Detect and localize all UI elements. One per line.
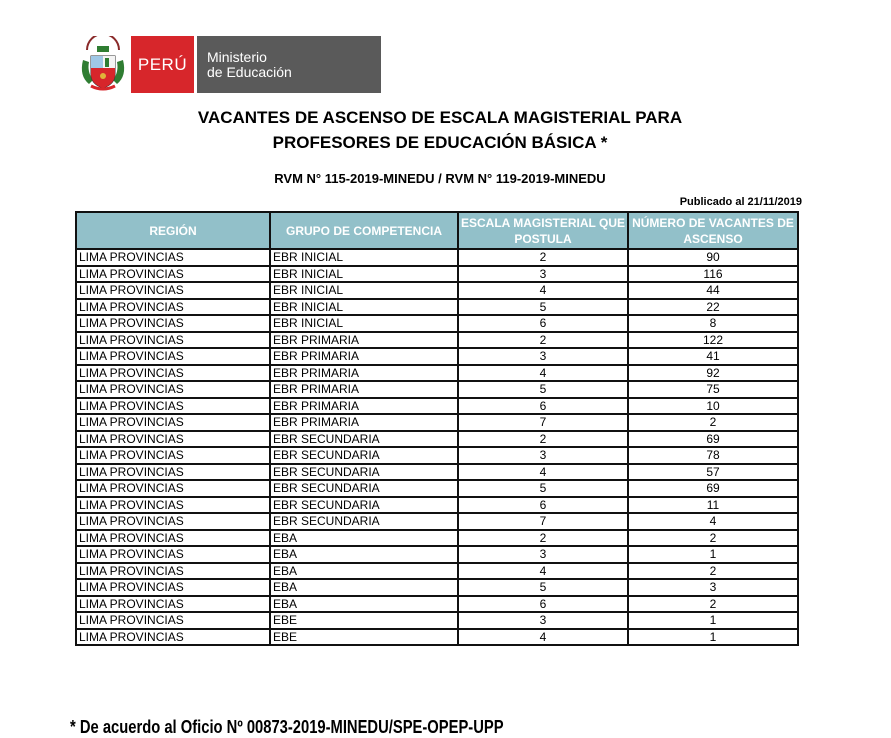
table-row bbox=[76, 414, 798, 431]
cell-vacancies: 44 bbox=[628, 282, 798, 299]
cell-region: LIMA PROVINCIAS bbox=[76, 480, 270, 497]
cell-region: LIMA PROVINCIAS bbox=[76, 530, 270, 547]
cell-vacancies: 41 bbox=[628, 348, 798, 365]
cell-region: LIMA PROVINCIAS bbox=[76, 365, 270, 382]
cell-competency-group: EBR PRIMARIA bbox=[270, 365, 458, 382]
cell-scale: 6 bbox=[458, 398, 628, 415]
cell-scale: 4 bbox=[458, 365, 628, 382]
document-title-line1: VACANTES DE ASCENSO DE ESCALA MAGISTERIAL PARA bbox=[197, 108, 683, 127]
cell-scale: 6 bbox=[458, 596, 628, 613]
cell-scale: 2 bbox=[458, 431, 628, 448]
cell-scale: 6 bbox=[458, 497, 628, 514]
cell-region: LIMA PROVINCIAS bbox=[76, 398, 270, 415]
cell-competency-group: EBR PRIMARIA bbox=[270, 398, 458, 415]
cell-region: LIMA PROVINCIAS bbox=[76, 612, 270, 629]
brand-ministry-line1: Ministerio bbox=[207, 48, 267, 65]
cell-scale: 3 bbox=[458, 447, 628, 464]
cell-region: LIMA PROVINCIAS bbox=[76, 513, 270, 530]
cell-competency-group: EBR PRIMARIA bbox=[270, 332, 458, 349]
cell-region: LIMA PROVINCIAS bbox=[76, 629, 270, 646]
cell-vacancies: 57 bbox=[628, 464, 798, 481]
cell-region: LIMA PROVINCIAS bbox=[76, 249, 270, 266]
cell-region: LIMA PROVINCIAS bbox=[76, 579, 270, 596]
cell-region: LIMA PROVINCIAS bbox=[76, 282, 270, 299]
table-row bbox=[76, 579, 798, 596]
cell-competency-group: EBR INICIAL bbox=[270, 282, 458, 299]
table-row bbox=[76, 497, 798, 514]
cell-region: LIMA PROVINCIAS bbox=[76, 299, 270, 316]
cell-vacancies: 69 bbox=[628, 480, 798, 497]
cell-vacancies: 2 bbox=[628, 563, 798, 580]
cell-vacancies: 1 bbox=[628, 612, 798, 629]
table-row bbox=[76, 315, 798, 332]
cell-competency-group: EBA bbox=[270, 596, 458, 613]
cell-vacancies: 90 bbox=[628, 249, 798, 266]
cell-region: LIMA PROVINCIAS bbox=[76, 431, 270, 448]
cell-competency-group: EBE bbox=[270, 612, 458, 629]
cell-competency-group: EBR PRIMARIA bbox=[270, 414, 458, 431]
cell-scale: 6 bbox=[458, 315, 628, 332]
cell-vacancies: 78 bbox=[628, 447, 798, 464]
cell-vacancies: 10 bbox=[628, 398, 798, 415]
column-header-competency-group: GRUPO DE COMPETENCIA bbox=[270, 212, 458, 249]
cell-region: LIMA PROVINCIAS bbox=[76, 348, 270, 365]
cell-region: LIMA PROVINCIAS bbox=[76, 315, 270, 332]
cell-competency-group: EBR INICIAL bbox=[270, 249, 458, 266]
brand-ministry-line2: de Educación bbox=[207, 63, 292, 80]
cell-vacancies: 2 bbox=[628, 596, 798, 613]
table-row bbox=[76, 464, 798, 481]
cell-vacancies: 2 bbox=[628, 414, 798, 431]
table-row bbox=[76, 629, 798, 646]
cell-scale: 3 bbox=[458, 612, 628, 629]
cell-competency-group: EBE bbox=[270, 629, 458, 646]
table-row bbox=[76, 299, 798, 316]
cell-region: LIMA PROVINCIAS bbox=[76, 266, 270, 283]
cell-region: LIMA PROVINCIAS bbox=[76, 563, 270, 580]
cell-competency-group: EBR SECUNDARIA bbox=[270, 497, 458, 514]
table-row bbox=[76, 530, 798, 547]
cell-scale: 3 bbox=[458, 266, 628, 283]
table-row bbox=[76, 431, 798, 448]
table-row bbox=[76, 266, 798, 283]
cell-region: LIMA PROVINCIAS bbox=[76, 464, 270, 481]
peru-coat-of-arms-icon bbox=[77, 36, 129, 93]
cell-competency-group: EBR SECUNDARIA bbox=[270, 431, 458, 448]
table-body bbox=[76, 249, 798, 645]
cell-region: LIMA PROVINCIAS bbox=[76, 447, 270, 464]
table-row bbox=[76, 596, 798, 613]
cell-competency-group: EBR INICIAL bbox=[270, 315, 458, 332]
cell-scale: 7 bbox=[458, 414, 628, 431]
table-row bbox=[76, 365, 798, 382]
cell-scale: 5 bbox=[458, 480, 628, 497]
column-header-region: REGIÓN bbox=[76, 212, 270, 249]
cell-competency-group: EBA bbox=[270, 546, 458, 563]
cell-scale: 3 bbox=[458, 546, 628, 563]
cell-vacancies: 22 bbox=[628, 299, 798, 316]
cell-scale: 2 bbox=[458, 249, 628, 266]
cell-vacancies: 122 bbox=[628, 332, 798, 349]
table-row bbox=[76, 480, 798, 497]
column-header-vacancies: NÚMERO DE VACANTES DE ASCENSO bbox=[628, 212, 798, 249]
cell-vacancies: 1 bbox=[628, 629, 798, 646]
vacancies-table bbox=[75, 211, 799, 646]
table-row bbox=[76, 513, 798, 530]
cell-vacancies: 75 bbox=[628, 381, 798, 398]
cell-vacancies: 4 bbox=[628, 513, 798, 530]
cell-region: LIMA PROVINCIAS bbox=[76, 546, 270, 563]
document-title-line2: PROFESORES DE EDUCACIÓN BÁSICA * bbox=[272, 133, 608, 152]
brand-country-label: PERÚ bbox=[131, 36, 194, 93]
table-row bbox=[76, 447, 798, 464]
cell-scale: 4 bbox=[458, 629, 628, 646]
cell-competency-group: EBR SECUNDARIA bbox=[270, 513, 458, 530]
cell-region: LIMA PROVINCIAS bbox=[76, 332, 270, 349]
table-row bbox=[76, 563, 798, 580]
cell-scale: 5 bbox=[458, 299, 628, 316]
cell-scale: 5 bbox=[458, 381, 628, 398]
cell-competency-group: EBA bbox=[270, 530, 458, 547]
cell-vacancies: 8 bbox=[628, 315, 798, 332]
brand-ministry-label bbox=[197, 36, 381, 93]
cell-scale: 4 bbox=[458, 563, 628, 580]
cell-scale: 5 bbox=[458, 579, 628, 596]
cell-scale: 2 bbox=[458, 530, 628, 547]
table-row bbox=[76, 398, 798, 415]
cell-vacancies: 92 bbox=[628, 365, 798, 382]
cell-competency-group: EBR PRIMARIA bbox=[270, 381, 458, 398]
cell-vacancies: 116 bbox=[628, 266, 798, 283]
table-header-row bbox=[76, 212, 798, 249]
published-date: Publicado al 21/11/2019 bbox=[679, 196, 802, 208]
cell-competency-group: EBR INICIAL bbox=[270, 266, 458, 283]
cell-scale: 7 bbox=[458, 513, 628, 530]
cell-scale: 4 bbox=[458, 464, 628, 481]
cell-competency-group: EBR SECUNDARIA bbox=[270, 447, 458, 464]
cell-competency-group: EBR INICIAL bbox=[270, 299, 458, 316]
cell-vacancies: 11 bbox=[628, 497, 798, 514]
cell-vacancies: 2 bbox=[628, 530, 798, 547]
table-row bbox=[76, 282, 798, 299]
column-header-scale: ESCALA MAGISTERIAL QUE POSTULA bbox=[458, 212, 628, 249]
table-row bbox=[76, 348, 798, 365]
cell-vacancies: 3 bbox=[628, 579, 798, 596]
cell-vacancies: 69 bbox=[628, 431, 798, 448]
cell-region: LIMA PROVINCIAS bbox=[76, 497, 270, 514]
table-row bbox=[76, 332, 798, 349]
cell-competency-group: EBR SECUNDARIA bbox=[270, 464, 458, 481]
cell-scale: 3 bbox=[458, 348, 628, 365]
footnote: * De acuerdo al Oficio Nº 00873-2019-MINEDU/SPE-OPEP-UPP bbox=[70, 717, 504, 737]
document-subtitle: RVM N° 115-2019-MINEDU / RVM N° 119-2019-MINEDU bbox=[274, 171, 606, 186]
cell-competency-group: EBA bbox=[270, 579, 458, 596]
cell-region: LIMA PROVINCIAS bbox=[76, 381, 270, 398]
cell-region: LIMA PROVINCIAS bbox=[76, 414, 270, 431]
cell-region: LIMA PROVINCIAS bbox=[76, 596, 270, 613]
table-row bbox=[76, 612, 798, 629]
cell-vacancies: 1 bbox=[628, 546, 798, 563]
minedu-logo bbox=[77, 36, 129, 93]
cell-scale: 4 bbox=[458, 282, 628, 299]
table-row bbox=[76, 249, 798, 266]
table-row bbox=[76, 381, 798, 398]
cell-scale: 2 bbox=[458, 332, 628, 349]
cell-competency-group: EBR SECUNDARIA bbox=[270, 480, 458, 497]
cell-competency-group: EBA bbox=[270, 563, 458, 580]
cell-competency-group: EBR PRIMARIA bbox=[270, 348, 458, 365]
table-row bbox=[76, 546, 798, 563]
